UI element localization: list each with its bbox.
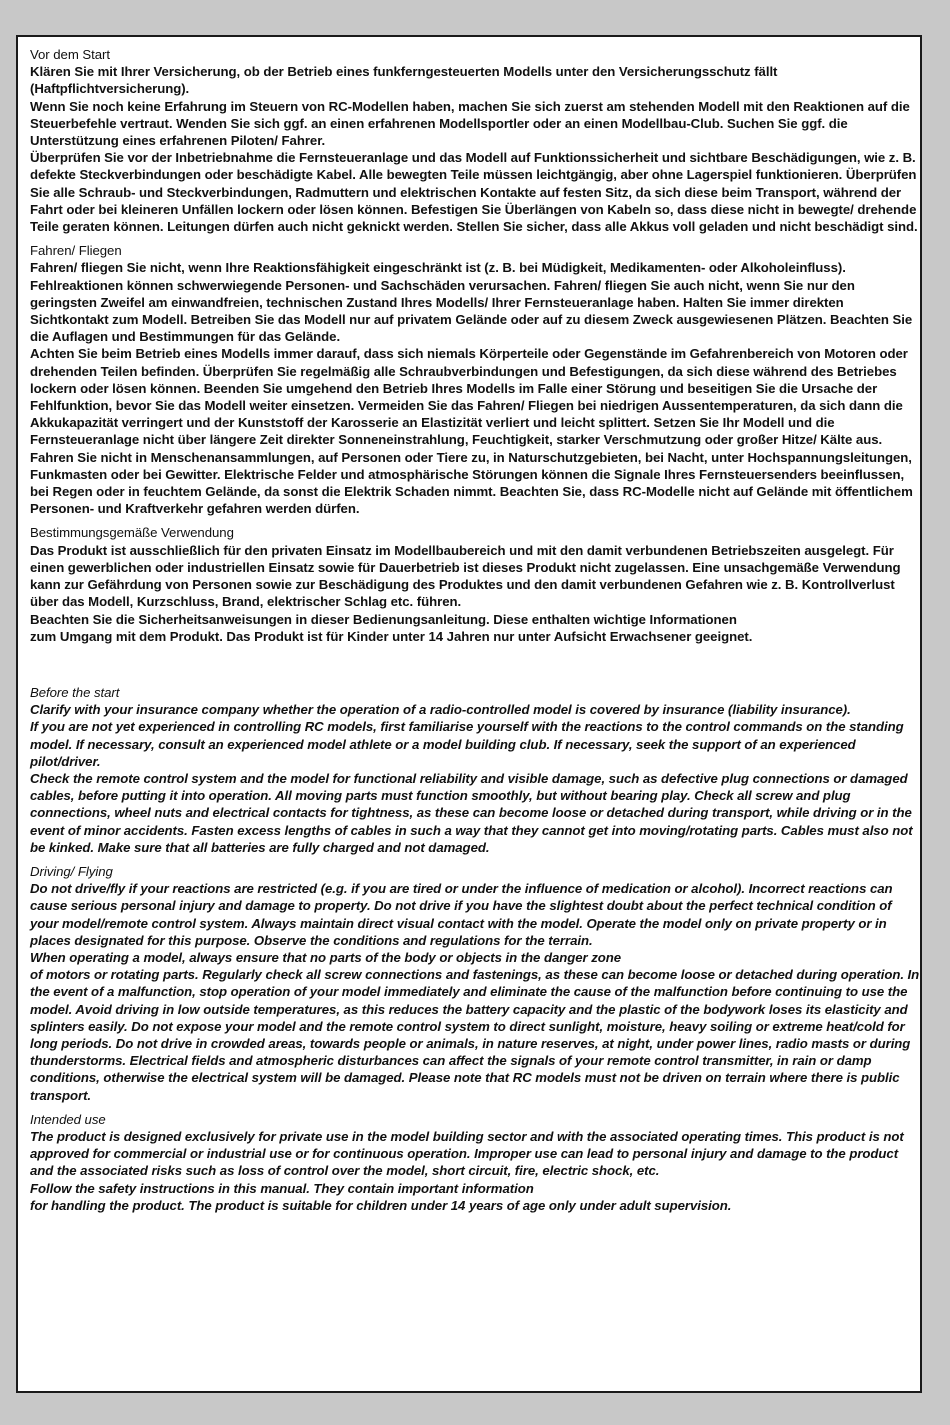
page-content (30, 46, 922, 1214)
paragraph: zum Umgang mit dem Produkt. Das Produkt ist für Kinder unter 14 Jahren nur unter Aufsicht Erwachsener geeignet. (30, 628, 753, 644)
paragraph: of motors or rotating parts. Regularly check all screw connections and fastenings, as these can become loose or detached during operation. In the event of a malfunction, stop operation of your model immediately and eliminate the cause of the malfunction before continuing to use the model. Avoid driving in low outside temperatures, as this reduces the battery capacity and the plastic of the bodywork loses its elasticity and splinters easily. Do not expose your model and the remote control system to direct sunlight, moisture, heavy soiling or extreme heat/cold for long periods. Do not drive in crowded areas, towards people or animals, in nature reserves, at night, under power lines, radio masts or during thunderstorms. Electrical fields and atmospheric disturbances can affect the signals of your remote control transmitter, in rain or damp conditions, otherwise the electrical system will be damaged. Please note that RC models must not be driven on terrain where there is public transport. (30, 967, 920, 1103)
paragraph: Check the remote control system and the model for functional reliability and visible damage, such as defective plug connections or damaged cables, before putting it into operation. All moving parts must function smoothly, but without bearing play. Check all screw and plug connections, wheel nuts and electrical contacts for tightness, as these can become loose or detached during transport, while driving or in the event of minor accidents. Fasten excess lengths of cables in such a way that they cannot get into moving/rotating parts. Cables must also not be kinked. Make sure that all batteries are fully charged and not damaged. (30, 770, 913, 855)
heading-driving-en: Driving/ Flying (30, 863, 113, 879)
heading-before-start-en: Before the start (30, 684, 120, 700)
heading-intended-use-de: Bestimmungsgemäße Verwendung (30, 525, 234, 541)
paragraph: The product is designed exclusively for private use in the model building sector and with the associated operating times. This product is not approved for commercial or industrial use or for continuous operation. Improper use can lead to personal injury and damage to the product and the associated risks such as loss of control over the model, short circuit, fire, electric shock, etc. (30, 1128, 904, 1179)
paragraph: Klären Sie mit Ihrer Versicherung, ob der Betrieb eines funkferngesteuerten Modells unter den Versicherungsschutz fällt (Haftpflichtversicherung). (30, 64, 778, 97)
english-text (30, 684, 922, 1214)
paragraph: Follow the safety instructions in this manual. They contain important information (30, 1180, 534, 1196)
paragraph: Überprüfen Sie vor der Inbetriebnahme die Fernsteueranlage und das Modell auf Funktionssicherheit und sichtbare Beschädigungen, wie z. B. defekte Steckverbindungen oder beschädigte Kabel. Alle bewegten Teile müssen leichtgängig, aber ohne Lagerspiel funktionieren. Überprüfen Sie alle Schraub- und Steckverbindungen, Radmuttern und elektrischen Kontakte auf festen Sitz, da sich diese beim Transport, während der Fahrt oder bei kleineren Unfällen lockern oder lösen können. Befestigen Sie Überlängen von Kabeln so, dass diese nicht in bewegte/ drehende Teile geraten können. Leitungen dürfen auch nicht geknickt werden. Stellen Sie sicher, dass alle Akkus voll geladen und nicht beschädigt sind. (30, 150, 918, 235)
section-intended-use-en (30, 1111, 922, 1214)
paragraph: If you are not yet experienced in controlling RC models, first familiarise yourself with the reactions to the control commands on the standing model. If necessary, consult an experienced model athlete or a model building club. If necessary, seek the support of an experienced pilot/driver. (30, 719, 904, 769)
manual-page (16, 35, 922, 1393)
section-driving-de (30, 242, 922, 517)
paragraph: Do not drive/fly if your reactions are restricted (e.g. if you are tired or under the influence of medication or alcohol). Incorrect reactions can cause serious personal injury and damage to property. Do not drive if you have the slightest doubt about the perfect technical condition of your model/remote control system. Always maintain direct visual contact with the model. Operate the model only on private property or in places designated for this purpose. Observe the conditions and regulations for the terrain. (30, 881, 893, 948)
paragraph: Das Produkt ist ausschließlich für den privaten Einsatz im Modellbaubereich und mit den damit verbundenen Betriebszeiten ausgelegt. Für einen gewerblichen oder industriellen Einsatz sowie für Dauerbetrieb ist dieses Produkt nicht zugelassen. Eine unsachgemäße Verwendung kann zur Gefährdung von Personen sowie zur Beschädigung des Produktes und den damit verbundenen Gefahren wie z. B. Kontrollverlust über das Modell, Kurzschluss, Brand, elektrischer Schlag etc. führen. (30, 542, 901, 610)
paragraph: Fahren/ fliegen Sie nicht, wenn Ihre Reaktionsfähigkeit eingeschränkt ist (z. B. bei Müdigkeit, Medikamenten- oder Alkoholeinfluss). Fehlreaktionen können schwerwiegende Personen- und Sachschäden verursachen. Fahren/ fliegen Sie auch nicht, wenn Sie nur den geringsten Zweifel am einwandfreien, technischen Zustand Ihres Modells/ Ihrer Fernsteueranlage haben. Halten Sie immer direkten Sichtkontakt zum Modell. Betreiben Sie das Modell nur auf privatem Gelände oder auf zu diesem Zweck ausgewiesenen Plätzen. Beachten Sie die Auflagen und Bestimmungen für das Gelände. (30, 260, 913, 345)
paragraph: Wenn Sie noch keine Erfahrung im Steuern von RC-Modellen haben, machen Sie sich zuerst am stehenden Modell mit den Reaktionen auf die Steuerbefehle vertraut. Wenden Sie sich ggf. an einen erfahrenen Modellsportler oder an einen Modellbau-Club. Suchen Sie ggf. die Unterstützung eines erfahrenen Piloten/ Fahrer. (30, 98, 910, 149)
paragraph: When operating a model, always ensure that no parts of the body or objects in the danger zone (30, 949, 622, 965)
section-before-start-de (30, 46, 922, 235)
paragraph: Beachten Sie die Sicherheitsanweisungen in dieser Bedienungsanleitung. Diese enthalten wichtige Informationen (30, 611, 737, 627)
paragraph: Clarify with your insurance company whether the operation of a radio-controlled model is covered by insurance (liability insurance). (30, 702, 851, 718)
heading-driving-de: Fahren/ Fliegen (30, 243, 122, 259)
paragraph: Achten Sie beim Betrieb eines Modells immer darauf, dass sich niemals Körperteile oder Gegenstände im Gefahrenbereich von Motoren oder drehenden Teilen befinden. Überprüfen Sie regelmäßig alle Schraubverbindungen und Befestigungen, da sich diese während des Betriebes lockern oder lösen können. Beenden Sie umgehend den Betrieb Ihres Modells im Falle einer Störung und beseitigen Sie die Ursache der Fehlfunktion, bevor Sie das Modell weiter einsetzen. Vermeiden Sie das Fahren/ Fliegen bei niedrigen Aussentemperaturen, da sich dann die Akkukapazität verringert und der Kunststoff der Karosserie an Elastizität verliert und leicht splittert. Setzen Sie Ihr Modell und die Fernsteueranlage nicht über längere Zeit direkter Sonneneinstrahlung, Feuchtigkeit, starker Verschmutzung oder großer Hitze/ Kälte aus. Fahren Sie nicht in Menschenansammlungen, auf Personen oder Tiere zu, in Naturschutzgebieten, bei Nacht, unter Hochspannungsleitungen, Funkmasten oder bei Gewitter. Elektrische Felder und atmosphärische Störungen können die Signale Ihres Fernsteuersenders beeinflussen, bei Regen oder in feuchtem Gelände, da sonst die Elektrik Schaden nimmt. Beachten Sie, dass RC-Modelle nicht auf Gelände mit öffentlichem Personen- und Kraftverkehr gefahren werden dürfen. (30, 346, 913, 517)
section-driving-en (30, 863, 922, 1104)
heading-before-start-de: Vor dem Start (30, 47, 110, 62)
section-before-start-en (30, 684, 922, 856)
paragraph: for handling the product. The product is suitable for children under 14 years of age only under adult supervision. (30, 1197, 732, 1213)
section-intended-use-de (30, 524, 922, 644)
german-text (30, 46, 922, 645)
heading-intended-use-en: Intended use (30, 1111, 106, 1127)
